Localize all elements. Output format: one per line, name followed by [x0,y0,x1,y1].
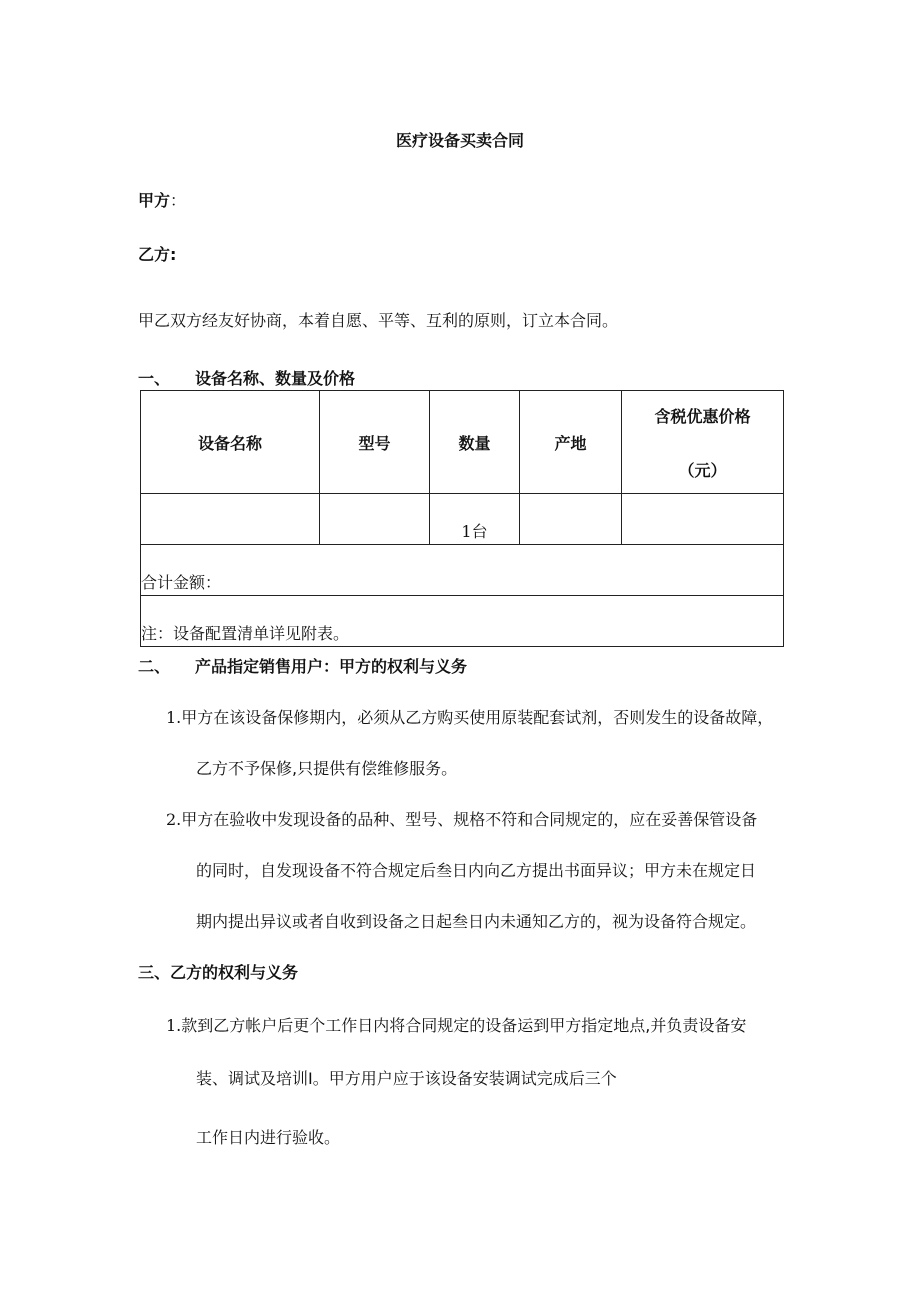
party-a-label: 甲方 [138,191,171,210]
party-a [138,188,186,211]
note-cell [141,596,784,647]
header-origin: 产地 [520,391,622,494]
cell-model [320,494,430,545]
section-2-item-1-line-1 [166,705,773,728]
cell-price [622,494,784,545]
header-price-line2: （元） [678,461,727,480]
section-2-item-1-number: 1. [166,708,182,727]
cell-quantity [430,494,520,545]
section-2-number: 二、 [138,657,171,676]
cell-equipment-name [141,494,320,545]
section-2-item-2-line-1 [166,807,757,830]
document-title: 医疗设备买卖合同 [395,131,524,150]
header-model: 型号 [320,391,430,494]
section-2-title: 产品指定销售用户：甲方的权利与义务 [195,657,468,676]
section-1-title: 设备名称、数量及价格 [195,369,356,388]
section-2-item-2-text: 甲方在验收中发现设备的品种、型号、规格不符和合同规定的，应在妥善保管设备 [181,810,758,829]
section-2-item-1-line-2: 乙方不予保修,只提供有偿维修服务。 [196,759,458,778]
section-3-heading: 三、乙方的权利与义务 [138,963,299,982]
party-b-label: 乙方: [138,245,177,264]
section-1-number: 一、 [138,369,171,388]
party-b [138,242,176,265]
section-1-heading [138,366,538,388]
section-2-item-2-line-3: 期内提出异议或者自收到设备之日起叁日内未通知乙方的，视为设备符合规定。 [196,912,757,931]
table-header-row [141,391,784,494]
section-3-item-1-line-3: 工作日内进行验收。 [196,1128,341,1147]
header-price [622,391,784,494]
table-row [141,494,784,545]
section-3-item-1-text: 款到乙方帐户后更个工作日内将合同规定的设备运到甲方指定地点,并负责设备安 [181,1016,747,1035]
section-2-item-1-text: 甲方在该设备保修期内，必须从乙方购买使用原装配套试剂，否则发生的设备故障， [181,708,774,727]
header-quantity: 数量 [430,391,520,494]
section-3-item-1-line-1 [166,1013,746,1036]
section-2-item-2-number: 2. [166,810,182,829]
party-a-separator: ： [170,191,187,210]
note-text: 注：设备配置清单详见附表。 [141,624,350,643]
cell-origin [520,494,622,545]
table-total-row [141,545,784,596]
cell-quantity-value: 1台 [461,522,488,541]
section-3-item-1-line-2: 装、调试及培训I。甲方用户应于该设备安装调试完成后三个 [196,1069,617,1088]
header-equipment-name: 设备名称 [141,391,320,494]
header-price-line1: 含税优惠价格 [654,407,751,426]
total-amount-cell [141,545,784,596]
table-note-row [141,596,784,647]
total-amount-label: 合计金额： [141,573,222,592]
intro-paragraph: 甲乙双方经友好协商，本着自愿、平等、互利的原则，订立本合同。 [138,311,619,330]
section-3-item-1-number: 1. [166,1016,182,1035]
equipment-table [140,390,784,647]
section-2-heading [138,654,638,676]
section-2-item-2-line-2: 的同时，自发现设备不符合规定后叁日内向乙方提出书面异议；甲方未在规定日 [196,861,757,880]
